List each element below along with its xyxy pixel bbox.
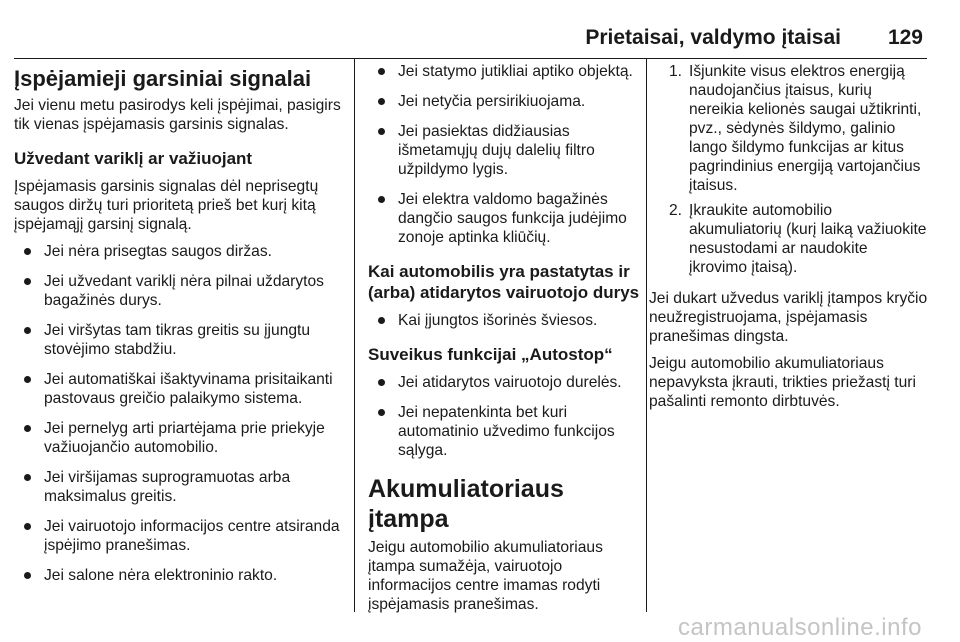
list-item: Kai įjungtos išorinės šviesos. (368, 311, 640, 330)
section-heading-warning-chimes: Įspėjamieji garsiniai signalai (14, 66, 312, 91)
step-text: Įkraukite automobilio akumuliatorių (kurį laiką važiuokite nesustodami ar naudokite įkrovimo įtaisą). (689, 202, 927, 276)
page-number: 129 (887, 26, 923, 49)
list-item: Jei atidarytos vairuotojo durelės. (368, 373, 640, 392)
list-item: Jei elektra valdomo bagažinės dangčio saugos funkcija judėjimo zonoje aptinka kliūčių. (368, 190, 640, 247)
subheading-parked: Kai automobilis yra pastatytas ir (arba) atidarytos vairuotojo durys (368, 262, 640, 302)
bullet-list-parked (368, 311, 640, 330)
bullet-list-continued (368, 62, 640, 247)
list-item: Jei netyčia persirikiuojama. (368, 92, 640, 111)
list-item: Jei statymo jutikliai aptiko objektą. (368, 62, 640, 81)
intro-paragraph: Jei vienu metu pasirodys keli įspėjimai, pasigirs tik vienas įspėjamasis garsinis signalas. (14, 97, 341, 133)
bullet-list-autostop (368, 373, 640, 460)
voltage-drop-paragraph: Jei dukart užvedus variklį įtampos kryčio neužregistruojama, įspėjamasis pranešimas dingsta. (649, 290, 928, 345)
workshop-paragraph: Jeigu automobilio akumuliatoriaus nepavyksta įkrauti, trikties priežastį turi pašalinti remonto dirbtuvės. (649, 355, 916, 410)
list-item: Jei pasiektas didžiausias išmetamųjų dujų dalelių filtro užpildymo lygis. (368, 122, 640, 179)
step-item (649, 62, 929, 195)
priority-paragraph: Įspėjamasis garsinis signalas dėl neprisegtų saugos diržų turi prioritetą prieš bet kurį kitą įspėjamąjį garsinį signalą. (14, 178, 319, 233)
subheading-autostop: Suveikus funkcijai „Autostop“ (368, 345, 613, 364)
numbered-steps (649, 62, 929, 277)
subheading-starting-driving: Užvedant variklį ar važiuojant (14, 149, 253, 168)
column-2 (368, 62, 640, 622)
column-divider-2 (646, 58, 647, 612)
list-item: Jei viršytas tam tikras greitis su įjungtu stovėjimo stabdžiu. (14, 321, 346, 359)
list-item: Jei automatiškai išaktyvinama prisitaikanti pastovaus greičio palaikymo sistema. (14, 370, 346, 408)
step-item (649, 201, 929, 277)
list-item: Jei nėra prisegtas saugos diržas. (14, 242, 346, 261)
list-item: Jei vairuotojo informacijos centre atsiranda įspėjimo pranešimas. (14, 517, 346, 555)
column-3 (649, 62, 929, 419)
list-item: Jei salone nėra elektroninio rakto. (14, 566, 346, 585)
column-divider-1 (354, 58, 355, 612)
section-heading-battery-voltage: Akumuliatoriaus įtampa (368, 475, 564, 533)
list-item: Jei nepatenkinta bet kuri automatinio užvedimo funkcijos sąlyga. (368, 403, 640, 460)
battery-paragraph: Jeigu automobilio akumuliatoriaus įtampa sumažėja, vairuotojo informacijos centre imamas rodyti įspėjamasis pranešimas. (368, 539, 603, 613)
step-number: 1. (669, 63, 683, 80)
list-item: Jei užvedant variklį nėra pilnai uždarytos bagažinės durys. (14, 272, 346, 310)
column-1 (14, 62, 346, 596)
step-number: 2. (669, 202, 683, 219)
page-header (14, 0, 927, 59)
list-item: Jei pernelyg arti priartėjama prie priekyje važiuojančio automobilio. (14, 419, 346, 457)
header-title: Prietaisai, valdymo įtaisai (585, 26, 841, 49)
watermark: carmanualsonline.info (678, 614, 922, 641)
bullet-list-driving (14, 242, 346, 585)
step-text: Išjunkite visus elektros energiją naudojančius įtaisus, kurių nereikia kelionės saugai užtikrinti, pvz., sėdynės šildymo, galinio lango šildymo funkcijas ar kitus pagrindinius energiją vartojančius įtaisus. (689, 63, 922, 194)
list-item: Jei viršijamas suprogramuotas arba maksimalus greitis. (14, 468, 346, 506)
